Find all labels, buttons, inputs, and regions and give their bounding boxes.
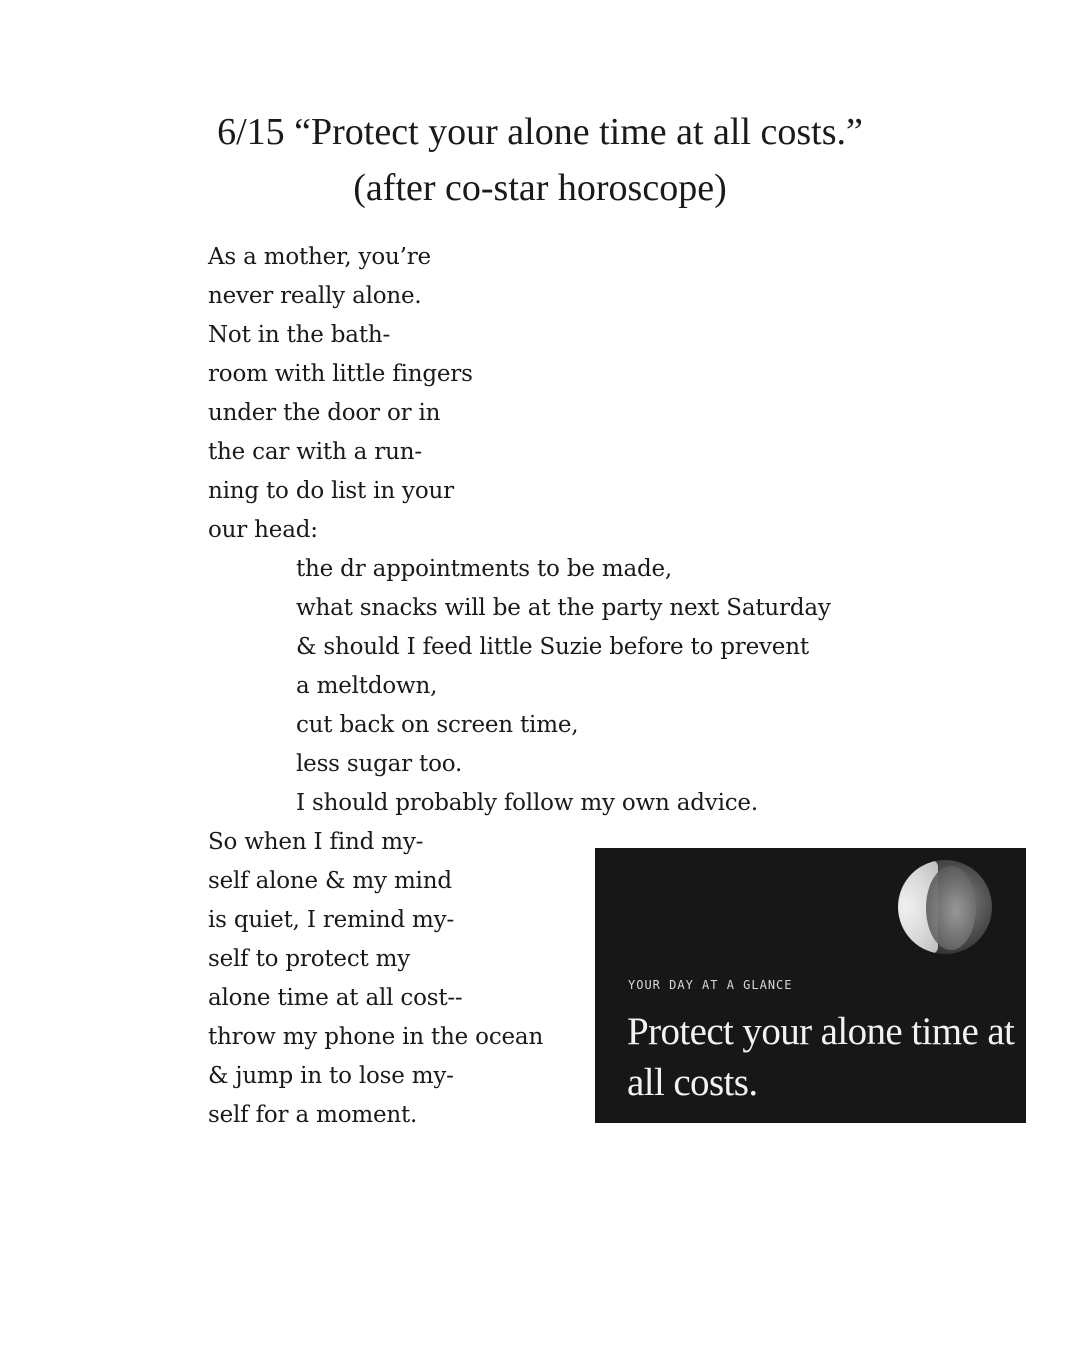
poem-line: alone time at all cost-- xyxy=(208,985,463,1011)
poem-line: self alone & my mind xyxy=(208,868,452,894)
poem-line: Not in the bath- xyxy=(208,322,391,348)
poem-line: the dr appointments to be made, xyxy=(296,556,673,582)
moon-shadow xyxy=(926,866,976,950)
poem-line: room with little fingers xyxy=(208,361,473,387)
poem-line: a meltdown, xyxy=(296,673,438,699)
poem-line: I should probably follow my own advice. xyxy=(296,790,758,816)
poem-line: As a mother, you’re xyxy=(208,244,431,270)
horoscope-card xyxy=(595,848,1026,1123)
poem-line: under the door or in xyxy=(208,400,441,426)
card-headline: Protect your alone time at all costs. xyxy=(627,1010,1015,1104)
card-kicker: YOUR DAY AT A GLANCE xyxy=(628,978,793,992)
poem-line: self for a moment. xyxy=(208,1102,418,1128)
stanza-1 xyxy=(208,238,473,550)
poem-line: & jump in to lose my- xyxy=(208,1063,454,1089)
poem-subtitle: (after co-star horoscope) xyxy=(353,167,727,209)
poem-line: throw my phone in the ocean xyxy=(208,1024,544,1050)
poem-line: cut back on screen time, xyxy=(296,712,579,738)
poem-line: self to protect my xyxy=(208,946,411,972)
moon-phase-icon xyxy=(898,860,992,954)
poem-line: never really alone. xyxy=(208,283,422,309)
poem-line: & should I feed little Suzie before to prevent xyxy=(296,634,809,660)
poem-line: less sugar too. xyxy=(296,751,463,777)
poem-title: 6/15 “Protect your alone time at all costs.” xyxy=(217,111,863,153)
poem-line: So when I find my- xyxy=(208,829,424,855)
stanza-2-indented xyxy=(296,550,831,823)
stanza-3 xyxy=(208,823,543,1135)
poem-line: ning to do list in your xyxy=(208,478,454,504)
poem-line: the car with a run- xyxy=(208,439,422,465)
poem-line: what snacks will be at the party next Saturday xyxy=(296,595,831,621)
poem-line: our head: xyxy=(208,517,318,543)
poem-line: is quiet, I remind my- xyxy=(208,907,455,933)
